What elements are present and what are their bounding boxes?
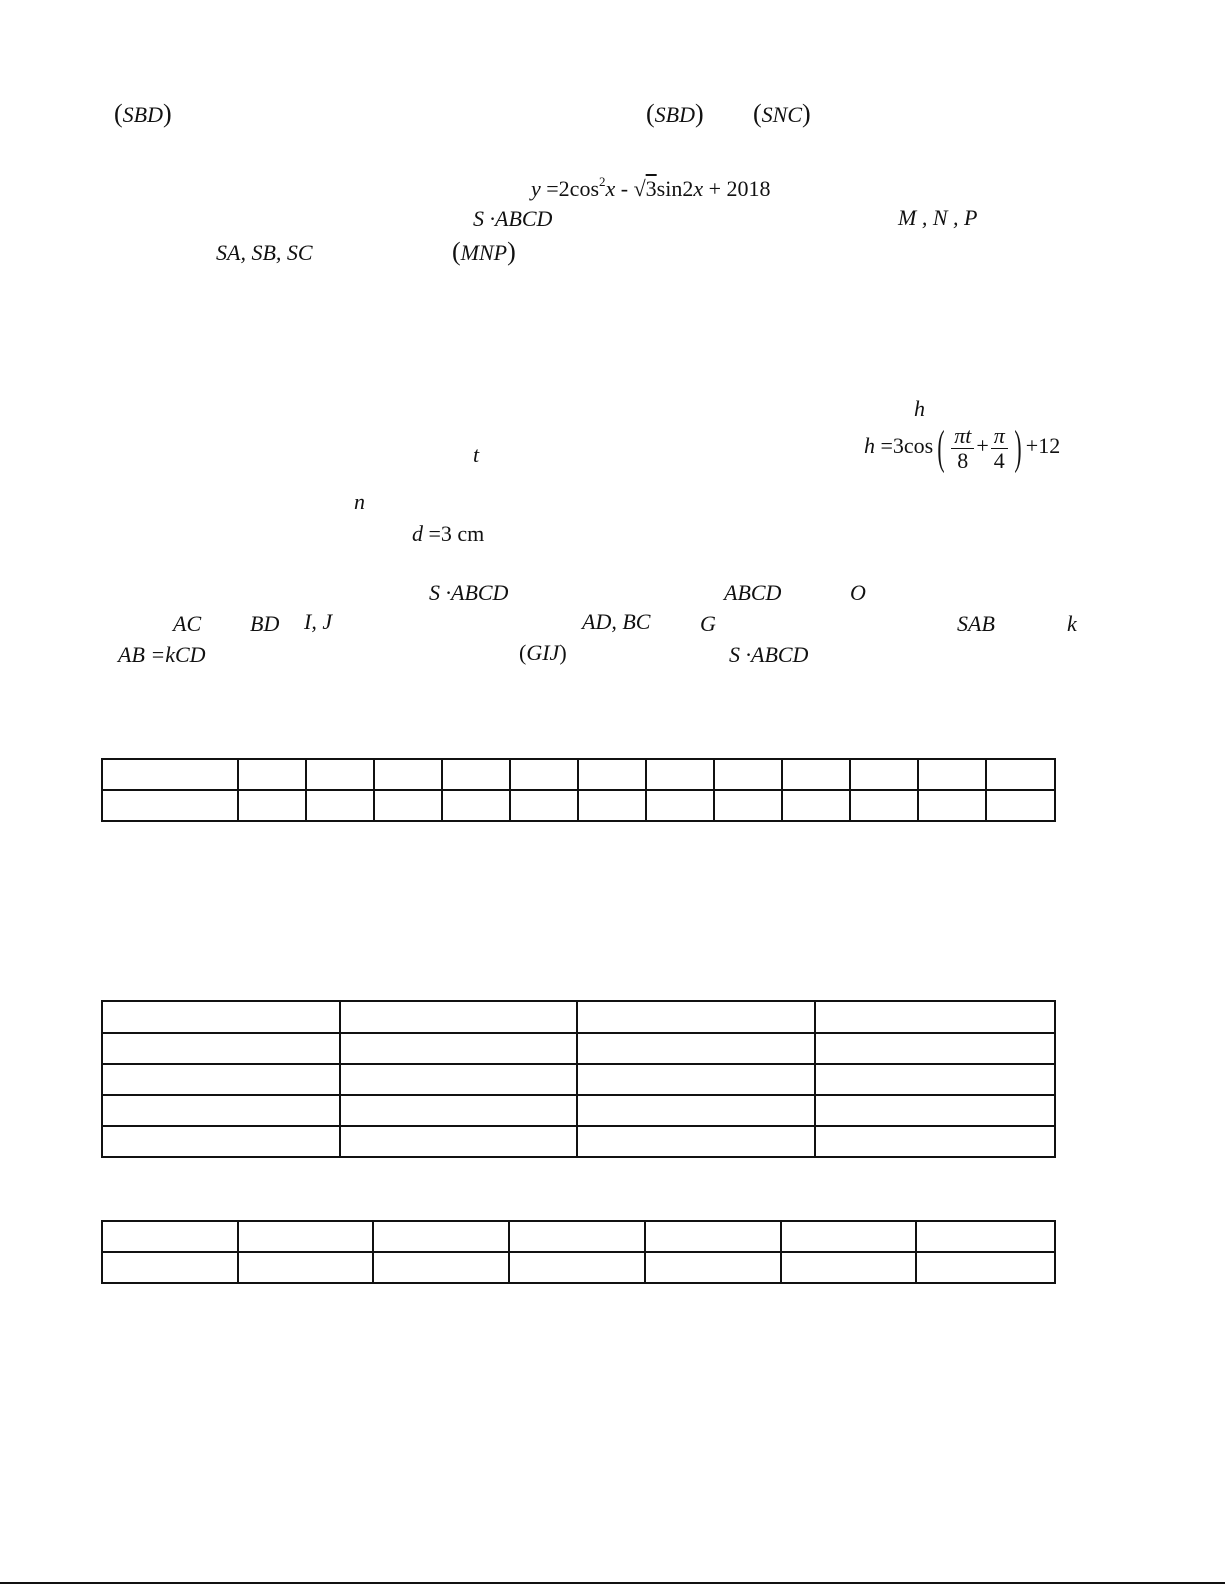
diag-bd: BD bbox=[250, 611, 280, 636]
table-cell bbox=[577, 1126, 815, 1157]
table-cell bbox=[916, 1221, 1055, 1252]
table-cell bbox=[577, 1095, 815, 1126]
table-cell bbox=[340, 1064, 578, 1095]
plane-sbd-b: (SBD) bbox=[646, 99, 704, 128]
var-t: t bbox=[473, 442, 480, 467]
points-ij: I, J bbox=[304, 609, 333, 634]
table-cell bbox=[340, 1095, 578, 1126]
table-row bbox=[102, 1064, 1055, 1095]
table-cell bbox=[782, 790, 850, 821]
var-k: k bbox=[1067, 611, 1077, 636]
table-cell bbox=[340, 1001, 578, 1033]
table-cell bbox=[815, 1126, 1056, 1157]
table-cell bbox=[850, 790, 918, 821]
table-cell bbox=[509, 1221, 645, 1252]
plane-sbd-a: (SBD) bbox=[114, 99, 172, 128]
table-row bbox=[102, 1126, 1055, 1157]
table-cell bbox=[781, 1221, 917, 1252]
table-cell bbox=[340, 1033, 578, 1064]
table-cell bbox=[918, 759, 986, 790]
table-cell bbox=[238, 1221, 374, 1252]
table-row bbox=[102, 1252, 1055, 1283]
table-cell bbox=[102, 1252, 238, 1283]
table-cell bbox=[374, 790, 442, 821]
table-cell bbox=[509, 1252, 645, 1283]
points-mnp: M , N , P bbox=[898, 205, 978, 230]
table-cell bbox=[714, 759, 782, 790]
table-cell bbox=[340, 1126, 578, 1157]
plane-mnp: (MNP) bbox=[452, 237, 516, 266]
table-cell bbox=[102, 1064, 340, 1095]
pyramid-label-2: S ·ABCD bbox=[429, 580, 509, 605]
table-row bbox=[102, 1095, 1055, 1126]
face-sab: SAB bbox=[957, 611, 995, 636]
answer-grid-table bbox=[101, 758, 1056, 822]
table-cell bbox=[577, 1033, 815, 1064]
table-cell bbox=[373, 1252, 509, 1283]
page-bottom-rule bbox=[0, 1582, 1225, 1584]
function-formula: $y =2\cos^2x - √3\sin 2x + 2018$ bbox=[531, 174, 771, 201]
table-cell bbox=[815, 1095, 1056, 1126]
table-row bbox=[102, 1001, 1055, 1033]
pyramid-label-1: S ·ABCD bbox=[473, 206, 553, 231]
table-cell bbox=[815, 1033, 1056, 1064]
table-cell bbox=[646, 790, 714, 821]
table-cell bbox=[442, 790, 510, 821]
table-cell bbox=[815, 1064, 1056, 1095]
var-n: n bbox=[354, 489, 365, 514]
relation-ab-kcd: AB =kCD bbox=[118, 642, 206, 667]
table-cell bbox=[102, 790, 238, 821]
var-h: h bbox=[914, 396, 925, 421]
table-cell bbox=[102, 1033, 340, 1064]
table-cell bbox=[306, 790, 374, 821]
table-cell bbox=[986, 759, 1055, 790]
table-cell bbox=[238, 1252, 374, 1283]
table-cell bbox=[373, 1221, 509, 1252]
height-formula: h =3cos( $\frac{\pi t}{8}$ + $\frac{\pi}{4}$ ) +12 bbox=[864, 421, 1061, 474]
table-row bbox=[102, 759, 1055, 790]
edges-sa-sb-sc: SA, SB, SC bbox=[216, 240, 313, 265]
table-cell bbox=[645, 1221, 781, 1252]
table-cell bbox=[577, 1064, 815, 1095]
table-cell bbox=[578, 790, 646, 821]
table-cell bbox=[850, 759, 918, 790]
table-cell bbox=[510, 759, 578, 790]
solid-label: S ·ABCD bbox=[729, 642, 809, 667]
table-cell bbox=[102, 759, 238, 790]
table-cell bbox=[102, 1095, 340, 1126]
plane-snc: (SNC) bbox=[753, 99, 811, 128]
table-cell bbox=[102, 1001, 340, 1033]
table-row bbox=[102, 1221, 1055, 1252]
diag-ac: AC bbox=[173, 611, 202, 636]
mark-grid-table bbox=[101, 1220, 1056, 1284]
table-row bbox=[102, 1033, 1055, 1064]
table-cell bbox=[374, 759, 442, 790]
table-cell bbox=[442, 759, 510, 790]
table-cell bbox=[916, 1252, 1055, 1283]
plane-gij: (GIJ) bbox=[519, 640, 567, 665]
table-cell bbox=[782, 759, 850, 790]
center-o: O bbox=[850, 580, 866, 605]
table-cell bbox=[102, 1126, 340, 1157]
point-g: G bbox=[700, 611, 716, 636]
table-cell bbox=[781, 1252, 917, 1283]
distance-d: d =3 cm bbox=[412, 521, 485, 546]
table-cell bbox=[238, 759, 306, 790]
table-cell bbox=[578, 759, 646, 790]
table-cell bbox=[510, 790, 578, 821]
table-cell bbox=[577, 1001, 815, 1033]
table-row bbox=[102, 790, 1055, 821]
table-cell bbox=[986, 790, 1055, 821]
table-cell bbox=[238, 790, 306, 821]
table-cell bbox=[918, 790, 986, 821]
table-cell bbox=[714, 790, 782, 821]
sides-ad-bc: AD, BC bbox=[582, 609, 651, 634]
table-cell bbox=[102, 1221, 238, 1252]
table-cell bbox=[645, 1252, 781, 1283]
base-abcd: ABCD bbox=[724, 580, 782, 605]
table-cell bbox=[646, 759, 714, 790]
table-cell bbox=[306, 759, 374, 790]
score-grid-table bbox=[101, 1000, 1056, 1158]
table-cell bbox=[815, 1001, 1056, 1033]
